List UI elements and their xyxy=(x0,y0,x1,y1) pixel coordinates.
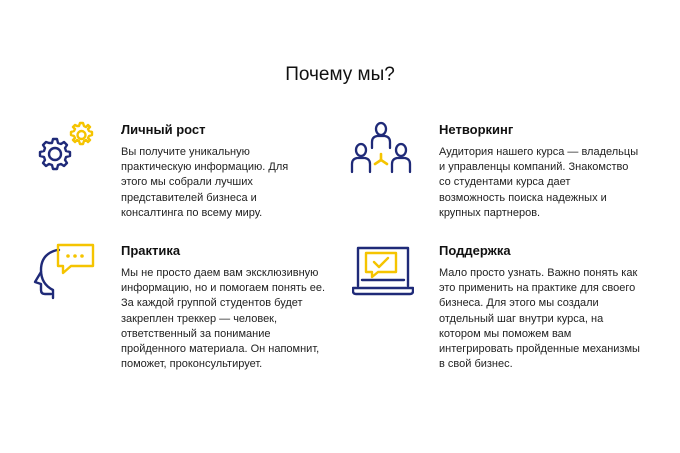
laptop-check-icon xyxy=(352,244,414,298)
feature-title: Практика xyxy=(121,243,181,258)
feature-title: Нетворкинг xyxy=(439,122,514,137)
feature-title: Поддержка xyxy=(439,243,511,258)
feature-text: Мало просто узнать. Важно понять как это применить на практике для своего бизнеса. Для этого мы создали отдельный шаг внутри курса, на котором мы поможем вам интегрировать пройденные механизмы в свой бизнес. xyxy=(439,267,640,371)
head-chat-icon xyxy=(33,242,97,300)
feature-text: Вы получите уникальную практическую информацию. Для этого мы собрали лучших представителей бизнеса и консалтинга по всему миру. xyxy=(121,146,289,219)
gears-icon xyxy=(33,120,95,180)
page-title: Почему мы? xyxy=(285,64,395,85)
feature-text: Аудитория нашего курса — владельцы и управленцы компаний. Знакомство со студентами курса дает возможность поиска надежных и крупных партнеров. xyxy=(439,146,639,219)
network-people-icon xyxy=(350,120,412,178)
feature-title: Личный рост xyxy=(121,122,206,137)
feature-text: Мы не просто даем вам эксклюзивную информацию, но и помогаем понять ее. За каждой группой студентов будет закреплен треккер — человек, ответственный за понимание пройденного материала. Он напомнит, поможет, проконсультирует. xyxy=(121,267,326,371)
